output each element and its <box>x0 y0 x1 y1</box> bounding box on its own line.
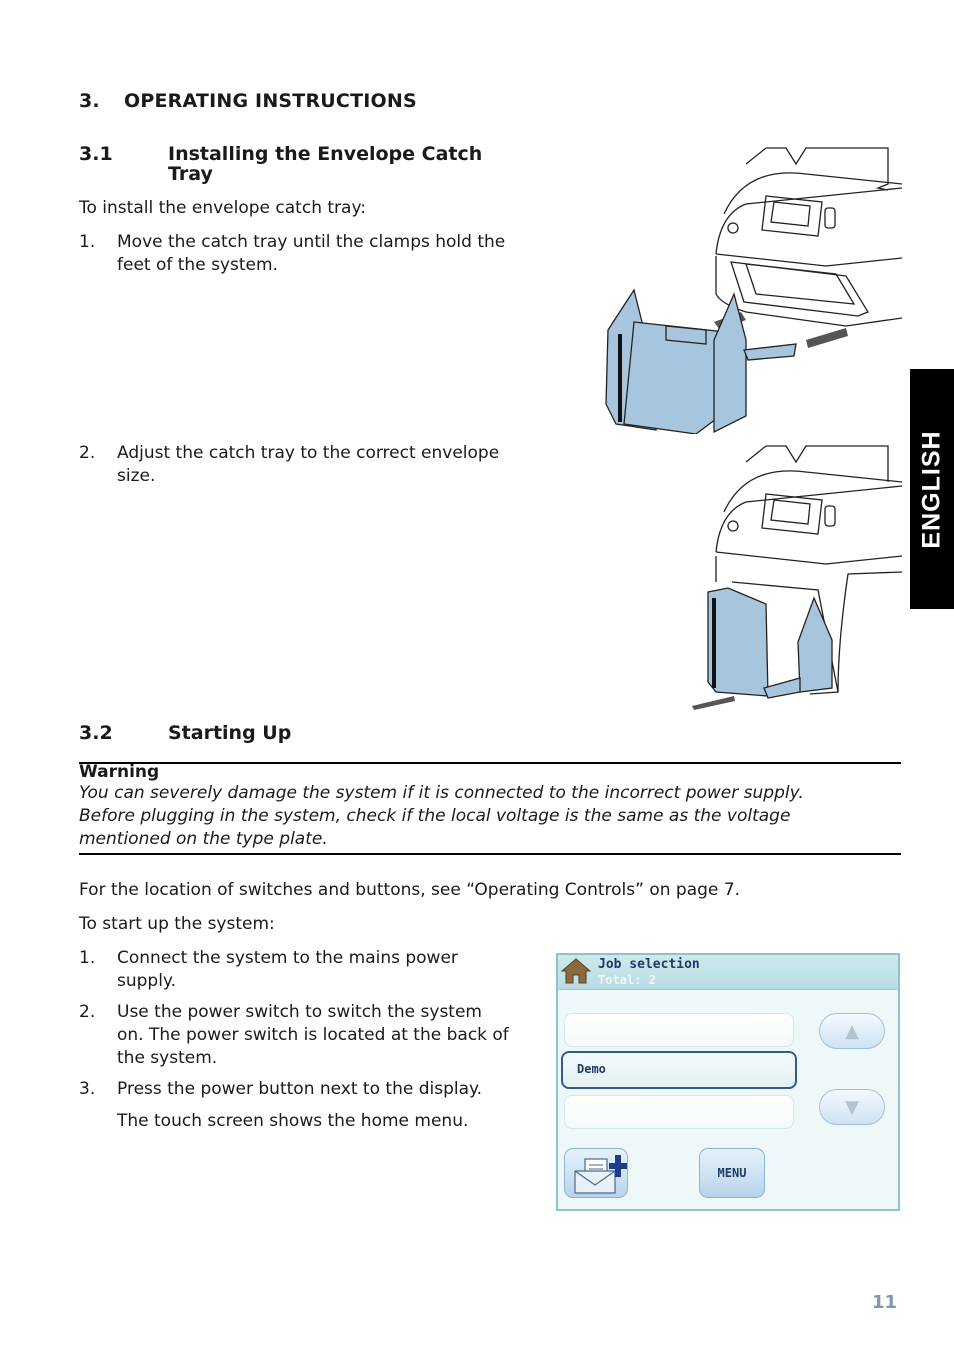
step-text: Use the power switch to switch the system on. The power switch is located at the back of the system. <box>117 1002 509 1068</box>
step-result: The touch screen shows the home menu. <box>117 1111 469 1131</box>
step-text: Connect the system to the mains power supply. <box>117 948 458 991</box>
warning-bottom-rule <box>79 853 901 855</box>
screen-total: Total: 2 <box>598 973 656 987</box>
job-slot[interactable] <box>564 1013 794 1047</box>
job-label: Demo <box>577 1062 606 1076</box>
catch-tray-install-illustration <box>596 144 902 434</box>
subsection-number: 3.1 <box>79 143 113 165</box>
subsection-title: Starting Up <box>168 722 292 744</box>
location-text: For the location of switches and buttons, see “Operating Controls” on page 7. <box>79 880 740 900</box>
home-icon[interactable] <box>560 957 592 985</box>
arrow-down-icon: ▼ <box>845 1096 859 1118</box>
section-title: OPERATING INSTRUCTIONS <box>124 90 417 112</box>
subsection-title: Installing the Envelope Catch Tray <box>168 143 483 185</box>
step-number: 1. <box>79 232 96 252</box>
new-job-icon <box>571 1153 627 1195</box>
page-number: 11 <box>872 1292 898 1313</box>
step-number: 2. <box>79 1002 96 1022</box>
catch-tray-adjust-illustration <box>688 442 902 712</box>
job-slot[interactable] <box>564 1095 794 1129</box>
startup-intro: To start up the system: <box>79 914 275 934</box>
screen-title: Job selection <box>598 957 700 972</box>
language-tab: ENGLISH <box>910 369 954 609</box>
install-intro: To install the envelope catch tray: <box>79 198 366 218</box>
scroll-down-button[interactable] <box>819 1089 885 1125</box>
step-number: 1. <box>79 948 96 968</box>
step-number: 2. <box>79 443 96 463</box>
scroll-up-button[interactable] <box>819 1013 885 1049</box>
touch-screen <box>556 953 900 1211</box>
step-text: Press the power button next to the display. <box>117 1079 483 1099</box>
arrow-up-icon: ▲ <box>845 1020 859 1042</box>
warning-text: You can severely damage the system if it is connected to the incorrect power supply. Before plugging in the system, check if the local voltage is the same as the voltage mentioned on the type plate. <box>79 783 804 849</box>
warning-title: Warning <box>79 762 160 782</box>
menu-button[interactable]: MENU <box>699 1148 765 1198</box>
step-text: Adjust the catch tray to the correct envelope size. <box>117 443 500 486</box>
warning-top-rule <box>79 762 901 764</box>
step-text: Move the catch tray until the clamps hold the feet of the system. <box>117 232 506 275</box>
screen-header <box>558 955 898 990</box>
subsection-number: 3.2 <box>79 722 113 744</box>
job-slot-selected[interactable] <box>561 1051 797 1089</box>
section-number: 3. <box>79 90 100 112</box>
new-job-button[interactable] <box>564 1148 628 1198</box>
step-number: 3. <box>79 1079 96 1099</box>
